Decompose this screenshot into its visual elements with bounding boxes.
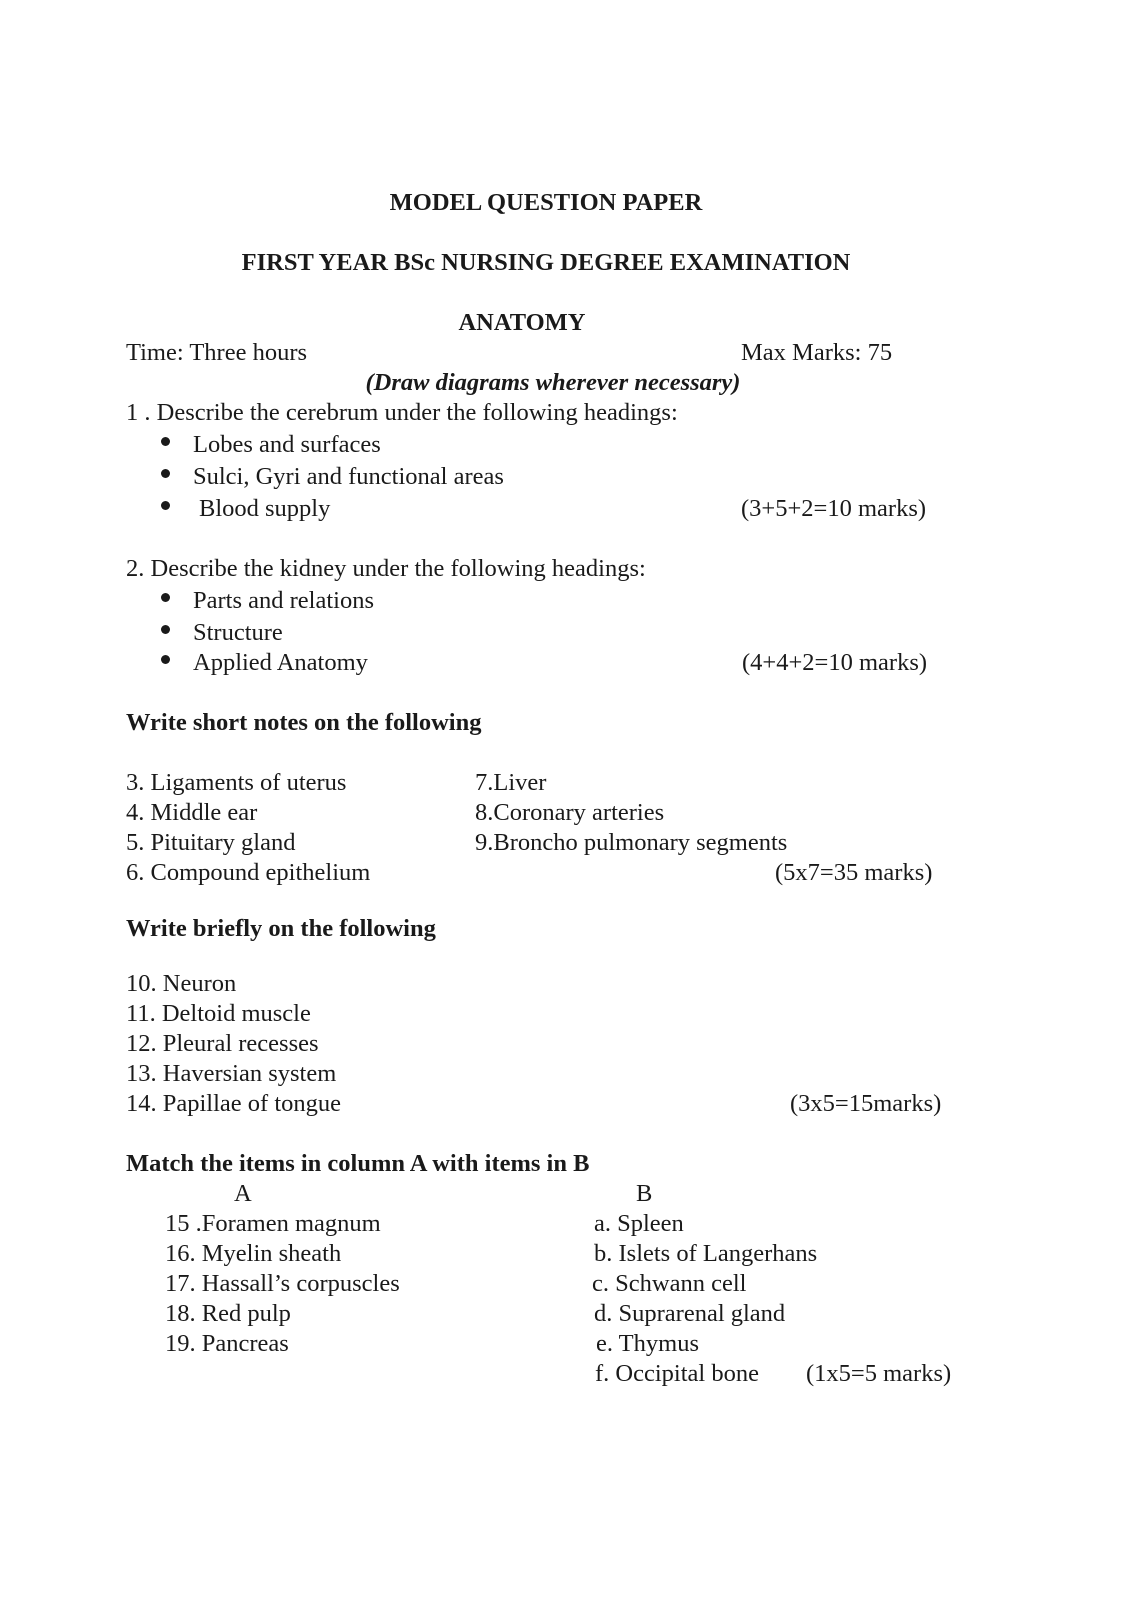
paper-title: MODEL QUESTION PAPER <box>389 189 703 216</box>
match-b-item: c. Schwann cell <box>592 1270 747 1297</box>
short-note-item: 8.Coronary arteries <box>475 799 665 826</box>
q1-marks: (3+5+2=10 marks) <box>741 495 927 522</box>
column-a-label: A <box>234 1180 252 1207</box>
match-b-item: f. Occipital bone <box>595 1360 759 1387</box>
brief-item: 12. Pleural recesses <box>126 1030 319 1057</box>
brief-marks: (3x5=15marks) <box>790 1090 942 1117</box>
brief-item: 10. Neuron <box>126 970 237 997</box>
q2-bullet-3: Applied Anatomy <box>193 649 368 676</box>
short-note-item: 3. Ligaments of uterus <box>126 769 347 796</box>
q2-marks: (4+4+2=10 marks) <box>742 649 928 676</box>
time-label: Time: Three hours <box>126 339 308 366</box>
match-marks: (1x5=5 marks) <box>806 1360 952 1387</box>
match-a-item: 17. Hassall’s corpuscles <box>165 1270 400 1297</box>
exam-title: FIRST YEAR BSc NURSING DEGREE EXAMINATION <box>241 249 851 276</box>
match-b-item: a. Spleen <box>594 1210 684 1237</box>
short-note-item: 7.Liver <box>475 769 547 796</box>
bullet-icon <box>161 625 170 634</box>
brief-item: 11. Deltoid muscle <box>126 1000 311 1027</box>
match-a-item: 16. Myelin sheath <box>165 1240 342 1267</box>
column-b-label: B <box>636 1180 653 1207</box>
match-b-item: b. Islets of Langerhans <box>594 1240 818 1267</box>
q1-bullet-1: Lobes and surfaces <box>193 431 381 458</box>
q2-bullet-2: Structure <box>193 619 283 646</box>
bullet-icon <box>161 437 170 446</box>
match-a-item: 15 .Foramen magnum <box>165 1210 381 1237</box>
match-b-item: e. Thymus <box>596 1330 699 1357</box>
subject-title: ANATOMY <box>458 309 586 336</box>
q2-bullet-1: Parts and relations <box>193 587 374 614</box>
short-note-item: 9.Broncho pulmonary segments <box>475 829 788 856</box>
instruction: (Draw diagrams wherever necessary) <box>365 369 741 396</box>
bullet-icon <box>161 469 170 478</box>
max-marks-label: Max Marks: 75 <box>741 339 893 366</box>
brief-heading: Write briefly on the following <box>126 915 436 942</box>
bullet-icon <box>161 501 170 510</box>
short-note-item: 5. Pituitary gland <box>126 829 296 856</box>
q1-bullet-3: Blood supply <box>199 495 331 522</box>
brief-item: 13. Haversian system <box>126 1060 337 1087</box>
match-heading: Match the items in column A with items in B <box>126 1150 590 1177</box>
q1-bullet-2: Sulci, Gyri and functional areas <box>193 463 504 490</box>
bullet-icon <box>161 655 170 664</box>
short-note-item: 4. Middle ear <box>126 799 258 826</box>
match-a-item: 19. Pancreas <box>165 1330 289 1357</box>
match-b-item: d. Suprarenal gland <box>594 1300 786 1327</box>
short-notes-heading: Write short notes on the following <box>126 709 482 736</box>
brief-item: 14. Papillae of tongue <box>126 1090 342 1117</box>
bullet-icon <box>161 593 170 602</box>
q1-stem: 1 . Describe the cerebrum under the following headings: <box>126 399 678 426</box>
short-note-item: 6. Compound epithelium <box>126 859 371 886</box>
short-notes-marks: (5x7=35 marks) <box>775 859 933 886</box>
q2-stem: 2. Describe the kidney under the following headings: <box>126 555 646 582</box>
match-a-item: 18. Red pulp <box>165 1300 291 1327</box>
